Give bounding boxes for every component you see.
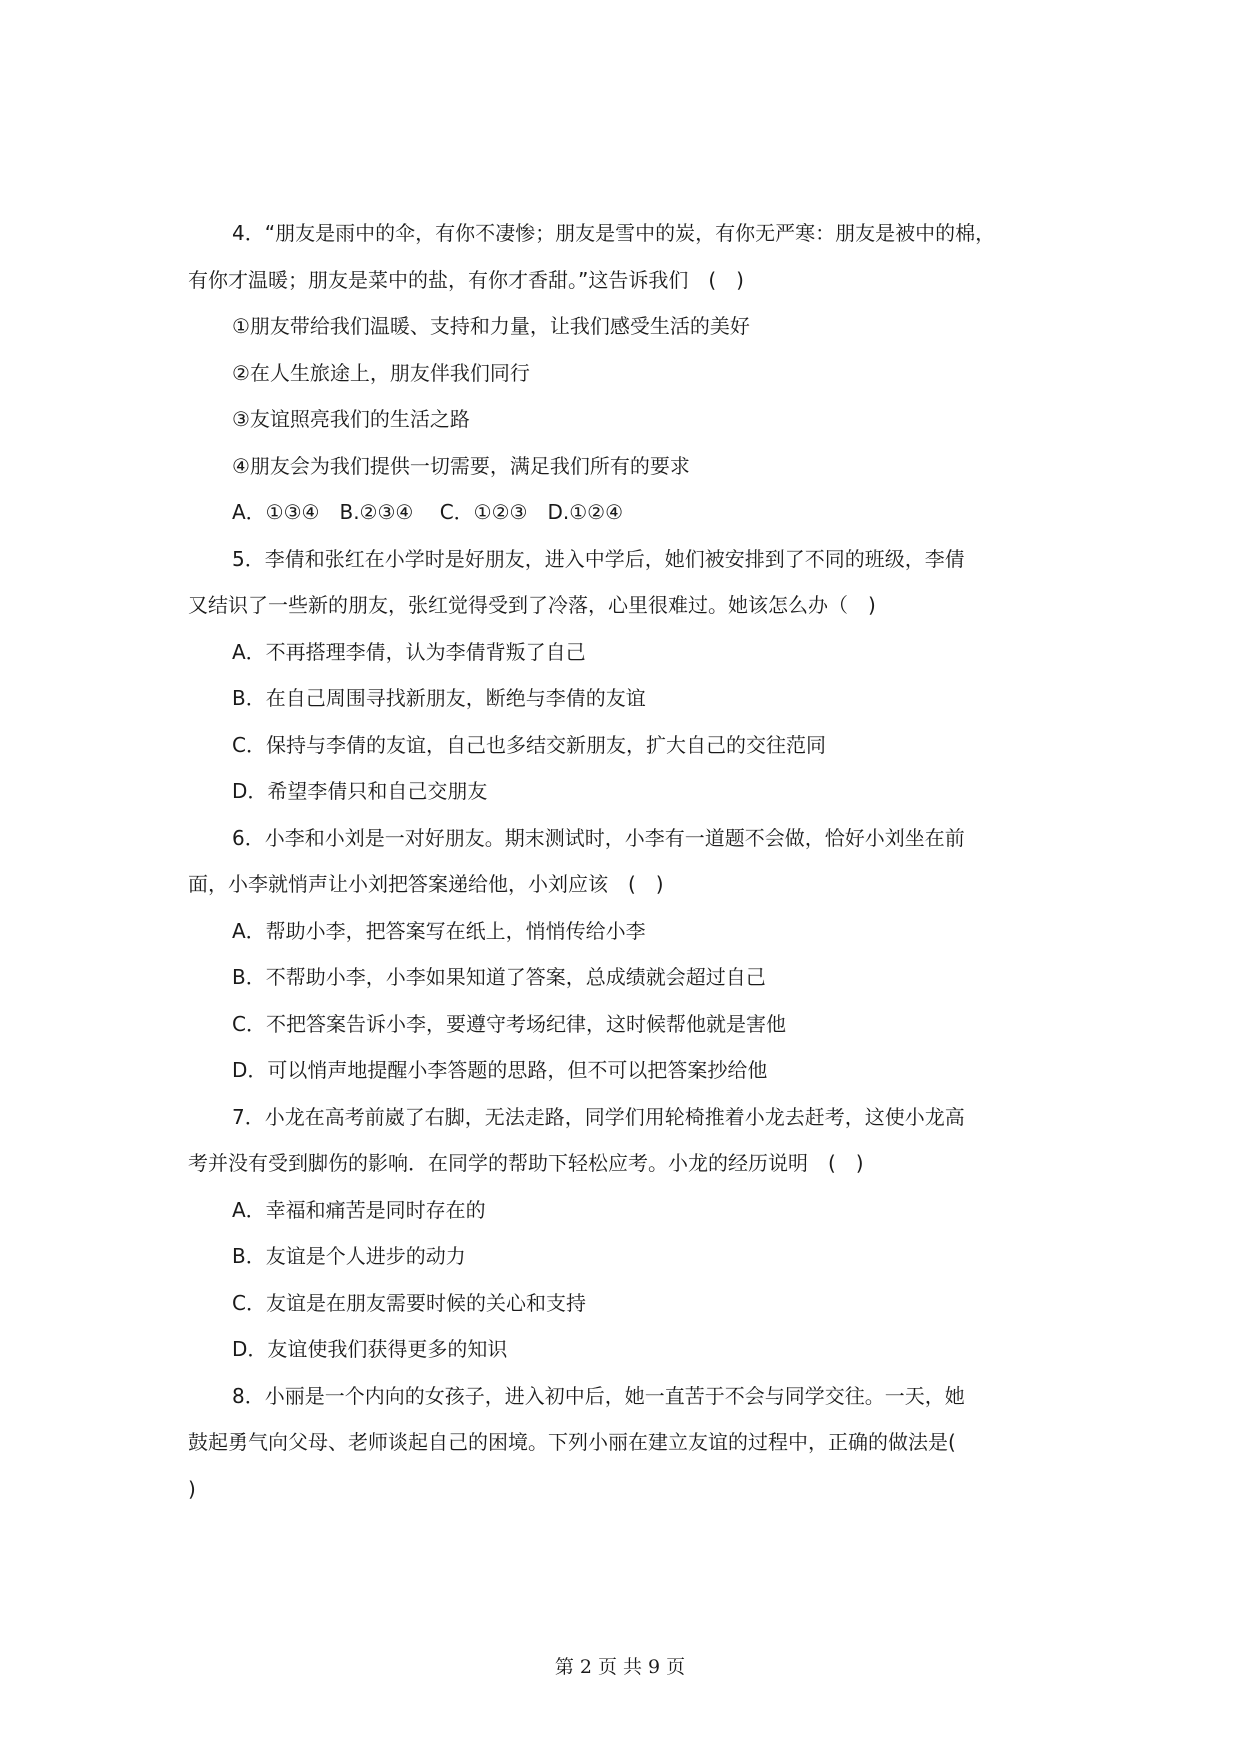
question-content [188,210,1068,1512]
question-5 [188,536,1068,815]
answer-option-b: B．友谊是个人进步的动力 [232,1244,466,1268]
statement-item: ④朋友会为我们提供一切需要，满足我们所有的要求 [232,453,690,478]
answer-option-a: A．不再搭理李倩，认为李倩背叛了自己 [232,639,586,664]
answer-option-d: D．友谊使我们获得更多的知识 [232,1337,508,1361]
answer-option-b: B．不帮助小李，小李如果知道了答案，总成绩就会超过自己 [232,965,766,989]
question-stem-line: ) [188,1476,196,1501]
question-stem-line: 考并没有受到脚伤的影响．在同学的帮助下轻松应考。小龙的经历说明 ( ) [188,1151,864,1175]
answer-option-a: A．帮助小李，把答案写在纸上，悄悄传给小李 [232,918,646,943]
question-4 [188,210,1068,536]
answer-option-d: D．可以悄声地提醒小李答题的思路，但不可以把答案抄给他 [232,1058,768,1082]
answer-option-c: C．友谊是在朋友需要时候的关心和支持 [232,1290,586,1315]
question-stem-line: 又结识了一些新的朋友，张红觉得受到了冷落，心里很难过。她该怎么办（ ) [188,593,876,617]
statement-item: ①朋友带给我们温暖、支持和力量，让我们感受生活的美好 [232,314,750,338]
answer-options-line: A．①③④ B.②③④ C．①②③ D.①②④ [232,500,623,524]
answer-option-a: A．幸福和痛苦是同时存在的 [232,1197,486,1222]
answer-option-b: B．在自己周围寻找新朋友，断绝与李倩的友谊 [232,686,646,710]
statement-item: ②在人生旅途上，朋友伴我们同行 [232,360,530,385]
question-stem-line: 4．“朋友是雨中的伞，有你不凄惨；朋友是雪中的炭，有你无严寒：朋友是被中的棉， [232,221,996,245]
answer-option-c: C．保持与李倩的友谊，自己也多结交新朋友，扩大自己的交往范同 [232,732,826,757]
question-8 [188,1373,1068,1513]
question-stem-line: 6．小李和小刘是一对好朋友。期末测试时，小李有一道题不会做，恰好小刘坐在前 [232,825,965,850]
page-number-label: 第 2 页 共 9 页 [554,1656,686,1678]
question-stem-line: 7．小龙在高考前崴了右脚，无法走路，同学们用轮椅推着小龙去赶考，这使小龙高 [232,1104,965,1129]
question-stem-line: 5．李倩和张红在小学时是好朋友，进入中学后，她们被安排到了不同的班级，李倩 [232,546,965,571]
question-7 [188,1094,1068,1373]
answer-option-c: C．不把答案告诉小李，要遵守考场纪律，这时候帮他就是害他 [232,1011,786,1036]
question-stem-line: 面，小李就悄声让小刘把答案递给他，小刘应该 ( ) [188,872,664,896]
statement-item: ③友谊照亮我们的生活之路 [232,407,470,431]
answer-option-d: D．希望李倩只和自己交朋友 [232,779,488,803]
question-stem-line: 有你才温暖；朋友是菜中的盐，有你才香甜。”这告诉我们 ( ) [188,267,744,292]
question-6 [188,815,1068,1094]
question-stem-line: 鼓起勇气向父母、老师谈起自己的困境。下列小丽在建立友谊的过程中，正确的做法是( [188,1430,956,1454]
question-stem-line: 8．小丽是一个内向的女孩子，进入初中后，她一直苦于不会与同学交往。一天，她 [232,1383,965,1408]
page-footer [0,1652,1240,1679]
